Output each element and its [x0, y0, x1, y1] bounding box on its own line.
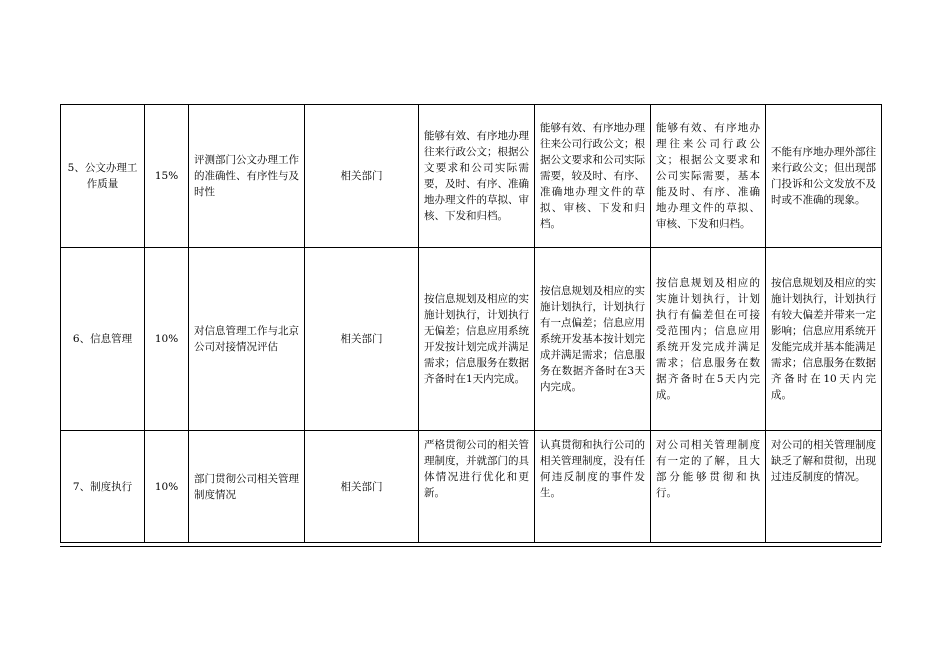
level-fair: 能够有效、有序地办理往来公司行政公文；根据公文要求和公司实际需要，基本能及时、有序、准确地办理文件的草拟、审核、下发和归档。	[651, 105, 766, 248]
weight-value: 10%	[145, 248, 189, 431]
level-excellent: 能够有效、有序地办理往来行政公文；根据公文要求和公司实际需要，及时、有序、准确地办理文件的草拟、审核、下发和归档。	[419, 105, 535, 248]
level-fair: 对公司相关管理制度有一定的了解，且大部分能够贯彻和执行。	[651, 431, 766, 543]
level-poor: 不能有序地办理外部往来行政公文；但出现部门投诉和公文发放不及时或不准确的现象。	[766, 105, 882, 248]
kpi-assessment-table	[60, 104, 882, 543]
level-poor: 对公司的相关管理制度缺乏了解和贯彻，出现过违反制度的情况。	[766, 431, 882, 543]
level-good: 按信息规划及相应的实施计划执行，计划执行有一点偏差；信息应用系统开发基本按计划完成并满足需求；信息服务在数据齐备时在3天内完成。	[535, 248, 651, 431]
assessment-item: 7、制度执行	[61, 431, 145, 543]
assessment-description: 评测部门公文办理工作的准确性、有序性与及时性	[189, 105, 305, 248]
assessment-description: 部门贯彻公司相关管理制度情况	[189, 431, 305, 543]
table-row	[61, 431, 882, 543]
level-poor: 按信息规划及相应的实施计划执行，计划执行有较大偏差并带来一定影响；信息应用系统开发能完成并基本能满足需求；信息服务在数据齐备时在10天内完成。	[766, 248, 882, 431]
weight-value: 15%	[145, 105, 189, 248]
level-fair: 按信息规划及相应的实施计划执行，计划执行有偏差但在可接受范围内；信息应用系统开发完成并满足需求；信息服务在数据齐备时在5天内完成。	[651, 248, 766, 431]
assessment-item: 6、信息管理	[61, 248, 145, 431]
table-row	[61, 105, 882, 248]
level-good: 认真贯彻和执行公司的相关管理制度，没有任何违反制度的事件发生。	[535, 431, 651, 543]
assessment-item: 5、公文办理工作质量	[61, 105, 145, 248]
assessment-description: 对信息管理工作与北京公司对接情况评估	[189, 248, 305, 431]
responsible-department: 相关部门	[305, 431, 419, 543]
level-good: 能够有效、有序地办理往来公司行政公文；根据公文要求和公司实际需要，较及时、有序、准确地办理文件的草拟、审核、下发和归档。	[535, 105, 651, 248]
responsible-department: 相关部门	[305, 248, 419, 431]
responsible-department: 相关部门	[305, 105, 419, 248]
table-bottom-rule	[60, 546, 881, 547]
level-excellent: 严格贯彻公司的相关管理制度，并就部门的具体情况进行优化和更新。	[419, 431, 535, 543]
table-row	[61, 248, 882, 431]
weight-value: 10%	[145, 431, 189, 543]
level-excellent: 按信息规划及相应的实施计划执行，计划执行无偏差；信息应用系统开发按计划完成并满足需求；信息服务在数据齐备时在1天内完成。	[419, 248, 535, 431]
